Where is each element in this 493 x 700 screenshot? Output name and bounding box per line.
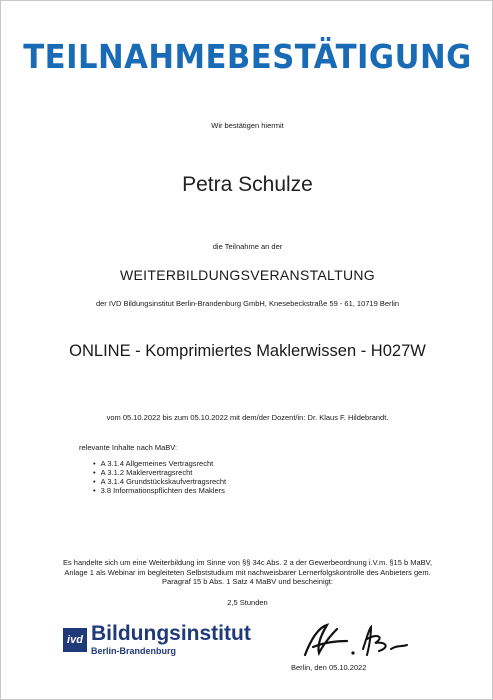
certificate-title: TEILNAHMEBESTÄTIGUNG bbox=[23, 37, 472, 76]
course-title: ONLINE - Komprimiertes Maklerwissen - H027W bbox=[69, 342, 426, 360]
contents-list bbox=[93, 459, 226, 495]
logo-name: Bildungsinstitut bbox=[91, 622, 251, 645]
contents-item: • A 3.1.4 Allgemeines Vertragsrecht bbox=[93, 459, 226, 468]
legal-line: Anlage 1 als Webinar im begleiteten Selbststudium mit nachweisbarer Lernerfolgskontrolle des Anbieters gem. bbox=[64, 567, 431, 577]
ivd-logo-mark: ivd bbox=[63, 628, 87, 652]
handwritten-signature bbox=[297, 619, 417, 661]
logo-subtitle: Berlin-Brandenburg bbox=[91, 646, 177, 656]
participant-name: Petra Schulze bbox=[182, 173, 313, 196]
intro-text: Wir bestätigen hiermit bbox=[211, 121, 284, 130]
contents-item: • A 3.1.4 Grundstückskaufvertragsrecht bbox=[93, 477, 226, 486]
contents-item: • A 3.1.2 Maklervertragsrecht bbox=[93, 468, 226, 477]
organizer-line: der IVD Bildungsinstitut Berlin-Brandenburg GmbH, Knesebeckstraße 59 - 61, 10719 Berlin bbox=[95, 299, 400, 308]
legal-text bbox=[1, 558, 493, 587]
relevant-heading: relevante Inhalte nach MaBV: bbox=[79, 443, 178, 452]
dates-line: vom 05.10.2022 bis zum 05.10.2022 mit dem/der Dozent/in: Dr. Klaus F. Hildebrandt. bbox=[106, 413, 389, 422]
participation-text: die Teilnahme an der bbox=[212, 242, 283, 251]
ivd-logo bbox=[63, 622, 263, 658]
place-date: Berlin, den 05.10.2022 bbox=[291, 663, 367, 672]
hours-text: 2,5 Stunden bbox=[227, 598, 268, 607]
contents-item: • 3.8 Informationspflichten des Maklers bbox=[93, 486, 226, 495]
event-type: WEITERBILDUNGSVERANSTALTUNG bbox=[120, 267, 375, 283]
legal-line: Paragraf 15 b Abs. 1 Satz 4 MaBV und bescheinigt: bbox=[162, 577, 333, 586]
legal-line: Es handelte sich um eine Weiterbildung im Sinne von §§ 34c Abs. 2 a der Gewerbeordnung i.V.m. §15 b MaBV, bbox=[62, 558, 433, 567]
